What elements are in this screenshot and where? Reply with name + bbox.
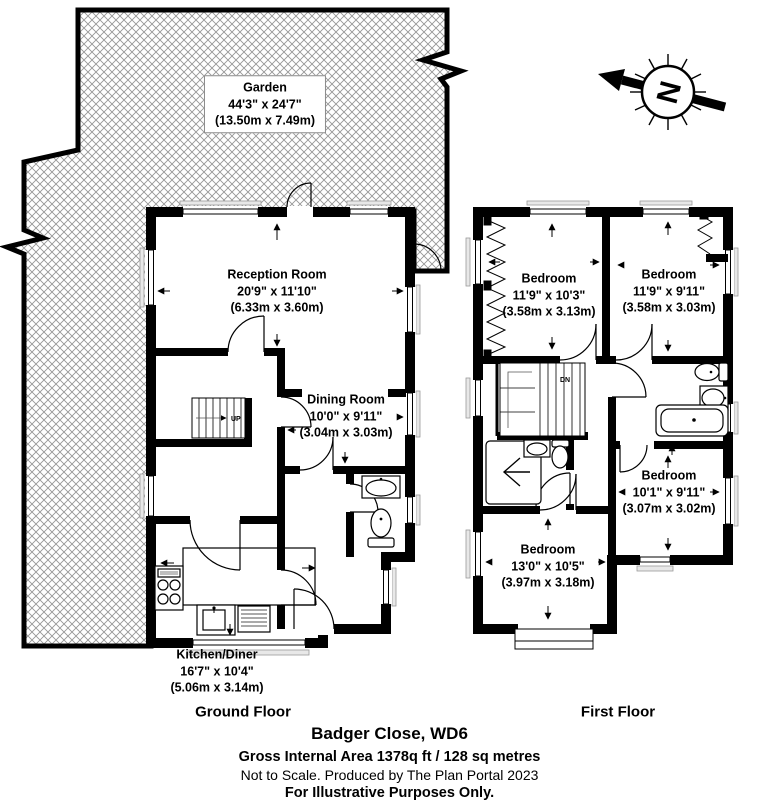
shower-room-fixtures (486, 440, 569, 504)
gross-internal-area: Gross Internal Area 1378q ft / 128 sq metres (238, 749, 541, 765)
front-door (294, 589, 334, 635)
room-dims-metric: (5.06m x 3.14m) (170, 680, 264, 695)
kitchen-fixtures (155, 548, 315, 635)
kitchen-diner-label (170, 646, 263, 696)
stairs-down-label: DN (560, 377, 571, 384)
north-letter: N (650, 77, 689, 108)
room-name: Bedroom (641, 468, 697, 483)
room-name: Reception Room (227, 267, 327, 282)
bedroom3-label (622, 467, 715, 517)
drainer-icon (238, 606, 270, 632)
room-dims-imperial: 20'9" x 11'10" (237, 283, 317, 298)
room-dims-imperial: 44'3" x 24'7" (228, 96, 302, 111)
basin-icon (362, 476, 400, 498)
room-dims-imperial: 11'9" x 9'11" (632, 283, 706, 298)
toilet-icon (552, 440, 569, 468)
bathtub-icon (656, 405, 728, 436)
stairs-down (500, 363, 585, 436)
bathroom-fixtures (656, 363, 728, 436)
sink-icon (197, 605, 235, 635)
room-name: Bedroom (641, 267, 697, 282)
produced-by-note: Not to Scale. Produced by The Plan Portal 2023 (240, 767, 539, 783)
plan-title: Badger Close, WD6 (311, 724, 468, 743)
room-dims-imperial: 11'9" x 10'3" (512, 287, 586, 302)
reception-room-label (227, 266, 326, 316)
stairs-up-label: UP (231, 416, 241, 423)
ground-floor-label: Ground Floor (195, 703, 291, 721)
garden-label (204, 75, 326, 133)
room-name: Garden (243, 80, 287, 95)
room-dims-imperial: 16'7" x 10'4" (180, 663, 254, 678)
room-name: Dining Room (307, 392, 385, 407)
bedroom2-label (622, 266, 715, 316)
dining-room-label (299, 391, 392, 441)
room-dims-metric: (3.58m x 3.03m) (622, 300, 716, 315)
stairs-up (192, 398, 245, 438)
room-name: Kitchen/Diner (176, 647, 258, 662)
room-dims-metric: (6.33m x 3.60m) (230, 300, 324, 315)
room-dims-metric: (3.07m x 3.02m) (622, 501, 716, 516)
room-dims-metric: (3.97m x 3.18m) (501, 575, 595, 590)
hob-icon (155, 566, 183, 610)
bedroom4-label (501, 541, 594, 591)
north-arrow-icon (598, 54, 725, 130)
illustrative-note: For Illustrative Purposes Only. (284, 785, 495, 801)
kitchen-counter (183, 548, 315, 605)
room-dims-metric: (3.58m x 3.13m) (502, 304, 596, 319)
toilet-icon (695, 363, 728, 381)
first-floor-label: First Floor (580, 703, 656, 721)
room-dims-metric: (13.50m x 7.49m) (214, 113, 316, 128)
bedroom1-label (502, 270, 595, 320)
room-name: Bedroom (521, 271, 577, 286)
room-dims-imperial: 10'0" x 9'11" (309, 408, 383, 423)
room-dims-metric: (3.04m x 3.03m) (299, 425, 393, 440)
bay-window (515, 623, 593, 649)
room-dims-imperial: 13'0" x 10'5" (511, 558, 585, 573)
room-dims-imperial: 10'1" x 9'11" (632, 484, 706, 499)
basin-icon (524, 440, 550, 457)
room-name: Bedroom (520, 542, 576, 557)
toilet-icon (368, 509, 394, 547)
